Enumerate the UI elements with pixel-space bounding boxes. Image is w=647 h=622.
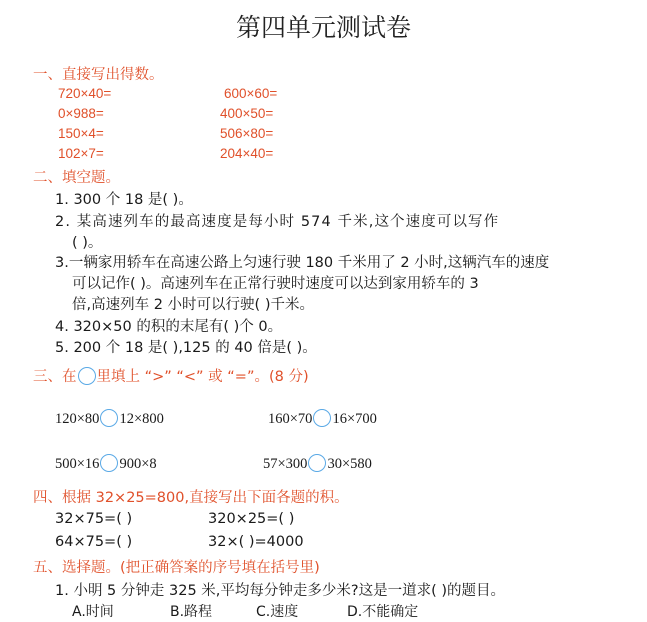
- fill-question-3-line3: 倍,高速列车 2 小时可以行驶( )千米。: [72, 297, 314, 313]
- calc-item: 506×80=: [220, 126, 274, 141]
- fill-question-3: 3.一辆家用轿车在高速公路上匀速行驶 180 千米用了 2 小时,这辆汽车的速度: [55, 255, 550, 271]
- fill-question-5: 5. 200 个 18 是( ),125 的 40 倍是( )。: [55, 340, 317, 356]
- compare-right: 900×8: [119, 456, 157, 472]
- compare-item: [55, 454, 157, 473]
- circle-icon: [78, 367, 96, 385]
- compare-circle-icon[interactable]: [313, 409, 331, 427]
- compare-right: 30×580: [327, 456, 372, 472]
- section-2-heading: 二、填空题。: [33, 170, 120, 186]
- compare-circle-icon[interactable]: [308, 454, 326, 472]
- compare-right: 12×800: [119, 411, 164, 427]
- product-item: 32×( )=4000: [208, 534, 304, 550]
- option-c: C.速度: [256, 604, 299, 620]
- choice-question-1: 1. 小明 5 分钟走 325 米,平均每分钟走多少米?这是一道求( )的题目。: [55, 583, 506, 599]
- product-item: 320×25=( ): [208, 511, 295, 527]
- fill-question-2-blank: ( )。: [72, 235, 103, 251]
- calc-item: 400×50=: [220, 106, 274, 121]
- calc-item: 600×60=: [224, 86, 278, 101]
- compare-item: [55, 409, 164, 428]
- section-3-heading: [33, 365, 309, 386]
- section-3-heading-end: 里填上 “>” “<” 或 “=”。(8 分): [96, 369, 309, 385]
- page-title: 第四单元测试卷: [235, 13, 411, 42]
- product-item: 32×75=( ): [55, 511, 133, 527]
- fill-question-1: 1. 300 个 18 是( )。: [55, 192, 193, 208]
- fill-question-4: 4. 320×50 的积的末尾有( )个 0。: [55, 319, 283, 335]
- section-3-heading-start: 三、在: [33, 369, 77, 385]
- fill-question-3-line2: 可以记作( )。高速列车在正常行驶时速度可以达到家用轿车的 3: [72, 276, 479, 292]
- section-4-heading: 四、根据 32×25=800,直接写出下面各题的积。: [33, 490, 349, 506]
- option-a: A.时间: [72, 604, 114, 620]
- calc-item: 204×40=: [220, 146, 274, 161]
- section-5-heading: 五、选择题。(把正确答案的序号填在括号里): [33, 560, 320, 576]
- compare-item: [263, 454, 372, 473]
- compare-left: 120×80: [55, 411, 100, 427]
- calc-item: 0×988=: [58, 106, 104, 121]
- calc-item: 720×40=: [58, 86, 112, 101]
- calc-item: 150×4=: [58, 126, 104, 141]
- calc-item: 102×7=: [58, 146, 104, 161]
- option-b: B.路程: [170, 604, 213, 620]
- compare-left: 500×16: [55, 456, 100, 472]
- product-item: 64×75=( ): [55, 534, 133, 550]
- section-1-heading: 一、直接写出得数。: [33, 67, 164, 83]
- compare-circle-icon[interactable]: [100, 454, 118, 472]
- compare-left: 160×70: [268, 411, 313, 427]
- option-d: D.不能确定: [347, 604, 419, 620]
- compare-right: 16×700: [332, 411, 377, 427]
- compare-left: 57×300: [263, 456, 308, 472]
- compare-item: [268, 409, 377, 428]
- compare-circle-icon[interactable]: [100, 409, 118, 427]
- fill-question-2: 2. 某高速列车的最高速度是每小时 574 千米,这个速度可以写作: [55, 214, 500, 230]
